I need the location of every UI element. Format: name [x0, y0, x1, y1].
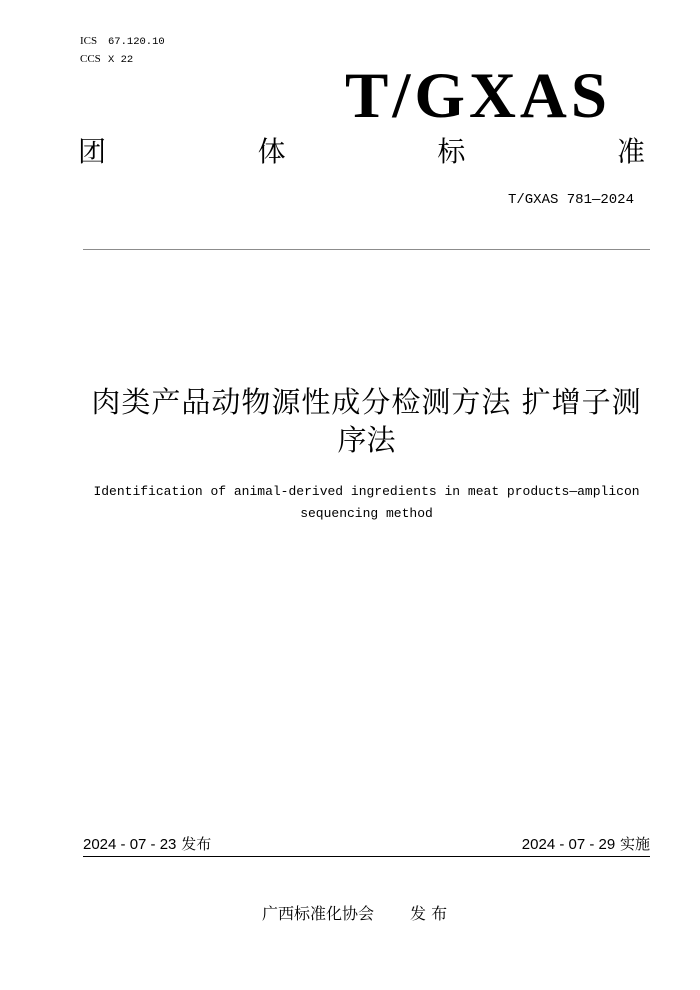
implement-date-value: 2024 - 07 - 29: [521, 836, 616, 853]
title-chinese-line-1: 肉类产品动物源性成分检测方法 扩增子测: [91, 385, 642, 419]
publish-date-label: 发布: [181, 835, 212, 853]
publish-date-value: 2024 - 07 - 23: [83, 836, 177, 853]
title-english-line-2: sequencing method: [300, 506, 433, 521]
category-char: 体: [257, 135, 286, 168]
ccs-classification: [80, 52, 133, 67]
implement-date-label: 实施: [619, 835, 650, 853]
ics-label: ICS: [80, 35, 98, 47]
ccs-label: CCS: [80, 53, 101, 65]
standard-logo: T/GXAS: [345, 60, 612, 132]
header-divider: [83, 249, 650, 250]
title-english-line-1: Identification of animal-derived ingredients in meat products—amplicon: [93, 484, 640, 499]
title-chinese-line-2: 序法: [337, 423, 396, 457]
publisher-name: 广西标准化协会: [262, 904, 375, 923]
standard-category: [78, 136, 645, 168]
implement-date: [522, 834, 650, 855]
ccs-code: X 22: [108, 54, 134, 66]
standard-number: T/GXAS 781—2024: [507, 192, 634, 208]
ics-classification: [80, 34, 165, 49]
category-char: 团: [78, 135, 107, 168]
ics-code: 67.120.10: [108, 36, 165, 48]
category-char: 准: [616, 135, 645, 168]
category-char: 标: [437, 135, 466, 168]
footer-divider: [83, 856, 650, 857]
publisher-action: 发 布: [410, 904, 448, 923]
publish-date: [83, 834, 211, 855]
